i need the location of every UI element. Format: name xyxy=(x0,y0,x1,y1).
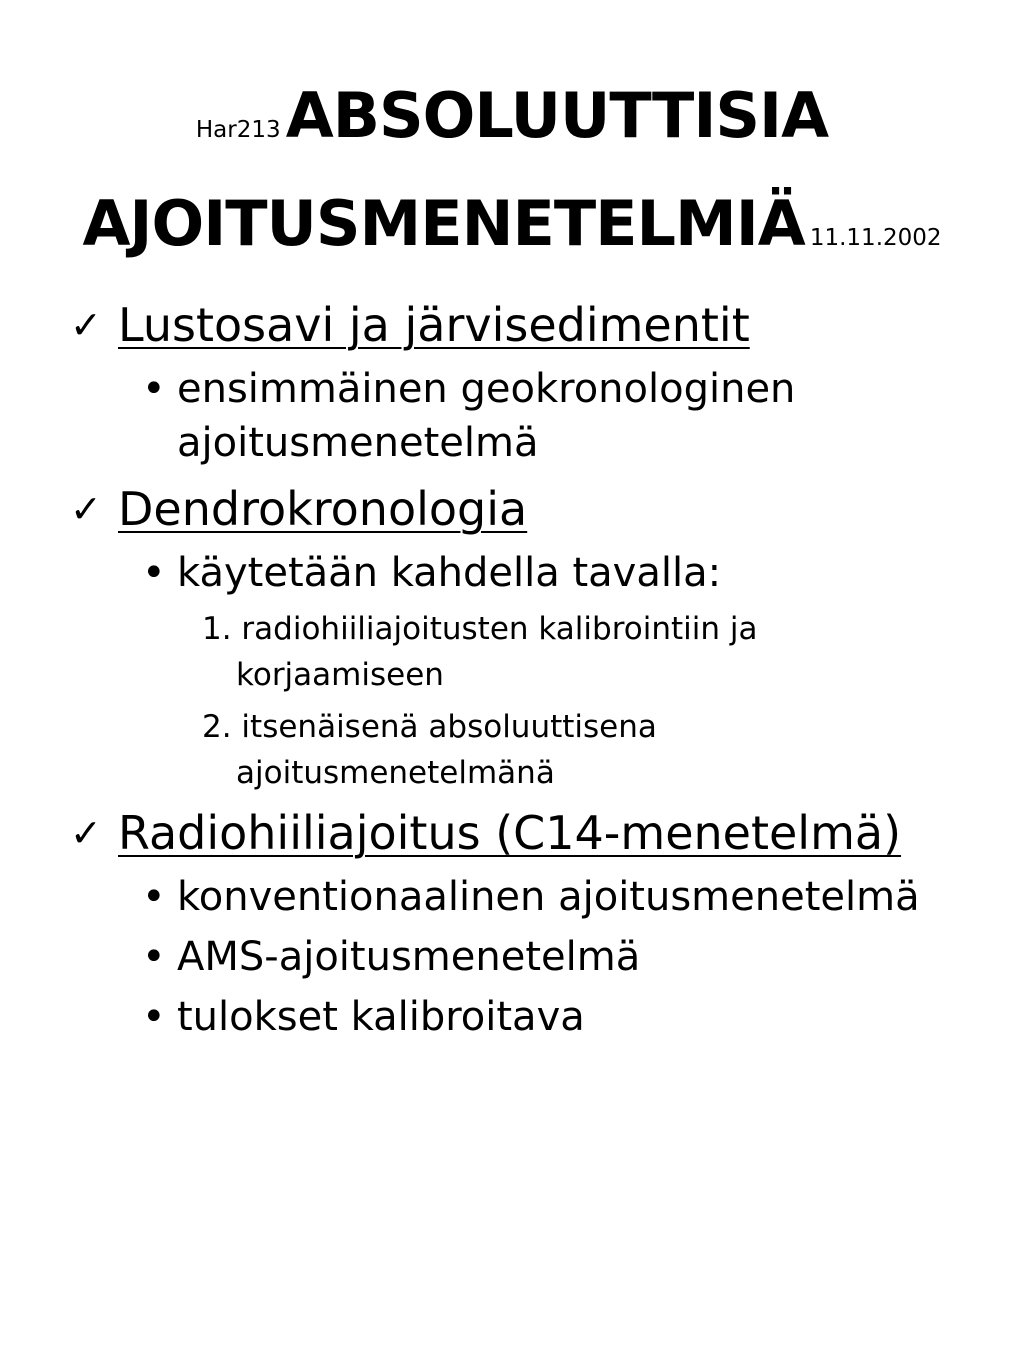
title-line-1 xyxy=(40,70,984,178)
section-heading-text: Radiohiiliajoitus (C14-menetelmä) xyxy=(118,806,902,860)
bullet-text: AMS-ajoitusmenetelmä xyxy=(177,934,641,980)
checkmark-icon: ✓ xyxy=(70,303,102,347)
bullet-item xyxy=(70,930,970,984)
section-heading-lustosavi xyxy=(70,292,970,358)
bullet-icon: • xyxy=(142,366,166,412)
checkmark-icon: ✓ xyxy=(70,487,102,531)
title-line-2 xyxy=(40,178,984,286)
checkmark-icon: ✓ xyxy=(70,811,102,855)
bullet-text: tulokset kalibroitava xyxy=(177,994,585,1040)
bullet-item xyxy=(70,546,970,600)
bullet-text: ensimmäinen geokronologinen ajoitusmenetelmä xyxy=(177,366,796,466)
section-heading-text: Dendrokronologia xyxy=(118,482,528,536)
bullet-item xyxy=(70,362,970,470)
slide-content xyxy=(70,290,970,1050)
section-heading-dendrokronologia xyxy=(70,476,970,542)
bullet-text: konventionaalinen ajoitusmenetelmä xyxy=(177,874,920,920)
section-heading-text: Lustosavi ja järvisedimentit xyxy=(118,298,750,352)
numbered-item: 2. itsenäisenä absoluuttisena ajoitusmenetelmänä xyxy=(202,709,657,791)
bullet-icon: • xyxy=(142,550,166,596)
bullet-icon: • xyxy=(142,934,166,980)
bullet-icon: • xyxy=(142,994,166,1040)
course-code: Har213 xyxy=(195,117,281,143)
bullet-icon: • xyxy=(142,874,166,920)
bullet-item xyxy=(70,870,970,924)
page-title xyxy=(40,70,984,286)
title-main-1: ABSOLUUTTISIA xyxy=(285,79,829,152)
title-main-2: AJOITUSMENETELMIÄ xyxy=(82,187,805,260)
section-heading-radiohiili xyxy=(70,800,970,866)
numbered-item: 1. radiohiiliajoitusten kalibrointiin ja korjaamiseen xyxy=(202,611,758,693)
title-date: 11.11.2002 xyxy=(809,225,942,251)
bullet-text: käytetään kahdella tavalla: xyxy=(177,550,722,596)
bullet-item xyxy=(70,990,970,1044)
